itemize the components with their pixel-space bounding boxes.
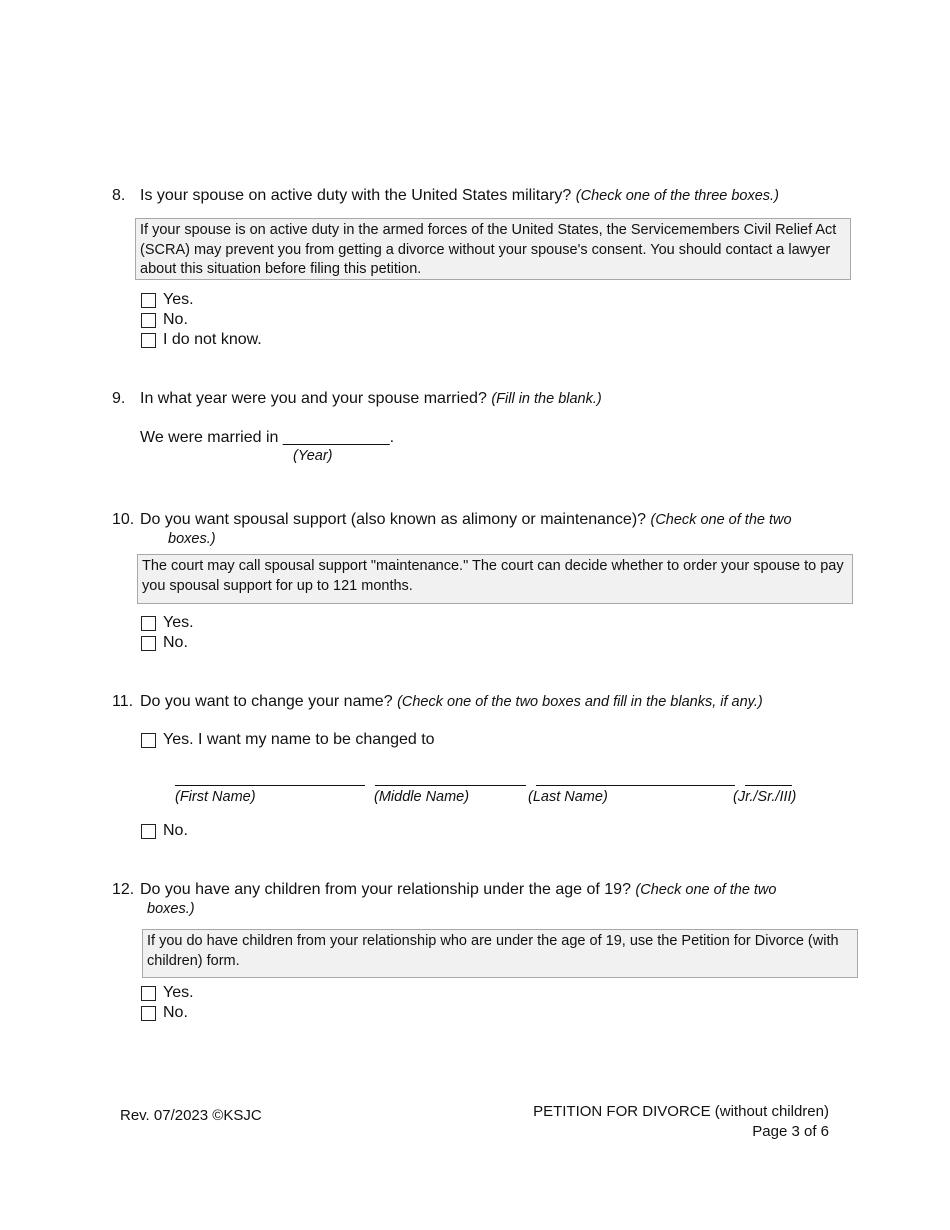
first-name-label: (First Name) <box>175 789 256 805</box>
first-name-field[interactable] <box>175 785 365 786</box>
checkbox[interactable] <box>141 1006 156 1021</box>
checkbox[interactable] <box>141 333 156 348</box>
q11-option-yes[interactable] <box>141 731 435 749</box>
option-label: No. <box>163 634 188 651</box>
q8-hint: (Check one of the three boxes.) <box>575 188 779 204</box>
checkbox[interactable] <box>141 293 156 308</box>
suffix-label: (Jr./Sr./III) <box>733 789 797 805</box>
middle-name-label: (Middle Name) <box>374 789 470 805</box>
option-label: No. <box>163 822 188 839</box>
q10-option-yes[interactable] <box>141 614 194 632</box>
q10-option-no[interactable] <box>141 634 188 652</box>
q8-option-yes[interactable] <box>141 291 194 309</box>
q12-hint-continued: boxes.) <box>147 901 195 917</box>
footer-form-title: PETITION FOR DIVORCE (without children) <box>533 1103 829 1120</box>
q10-question <box>140 511 792 529</box>
middle-name-field[interactable] <box>375 785 526 786</box>
q12-question <box>140 881 776 899</box>
q8-option-do-not-know[interactable] <box>141 331 262 349</box>
checkbox[interactable] <box>141 636 156 651</box>
q12-option-no[interactable] <box>141 1004 188 1022</box>
checkbox[interactable] <box>141 824 156 839</box>
q11-question <box>140 693 763 711</box>
option-label: Yes. I want my name to be changed to <box>163 731 435 748</box>
option-label: No. <box>163 1004 188 1021</box>
footer-revision: Rev. 07/2023 ©KSJC <box>120 1107 262 1124</box>
q9-number: 9. <box>112 390 126 407</box>
q12-hint: (Check one of the two <box>635 882 777 898</box>
q8-number: 8. <box>112 187 126 204</box>
last-name-field[interactable] <box>536 785 735 786</box>
q8-note: If your spouse is on active duty in the armed forces of the United States, the Servicemembers Civil Relief Act (SCRA) may prevent you from getting a divorce without your spouse's consent. You should contact a lawyer about this situation before filing this petition. <box>135 218 851 280</box>
q8-question <box>140 187 779 205</box>
option-label: Yes. <box>163 614 194 631</box>
q12-note: If you do have children from your relationship who are under the age of 19, use the Petition for Divorce (with children) form. <box>142 929 858 978</box>
q9-year-field[interactable]: We were married in ____________. <box>140 429 395 446</box>
checkbox[interactable] <box>141 616 156 631</box>
q8-option-no[interactable] <box>141 311 188 329</box>
q10-number: 10. <box>112 511 135 528</box>
q11-option-no[interactable] <box>141 822 188 840</box>
q12-option-yes[interactable] <box>141 984 194 1002</box>
suffix-field[interactable] <box>745 785 792 786</box>
q10-note: The court may call spousal support "maintenance." The court can decide whether to order your spouse to pay you spousal support for up to 121 months. <box>137 554 853 604</box>
checkbox[interactable] <box>141 986 156 1001</box>
q9-text: In what year were you and your spouse married? <box>140 390 487 407</box>
q9-question <box>140 390 602 408</box>
q9-hint: (Fill in the blank.) <box>491 391 602 407</box>
q9-year-label: (Year) <box>293 448 333 464</box>
q8-text: Is your spouse on active duty with the United States military? <box>140 187 572 204</box>
q11-text: Do you want to change your name? <box>140 693 393 710</box>
last-name-label: (Last Name) <box>528 789 608 805</box>
checkbox[interactable] <box>141 733 156 748</box>
option-label: I do not know. <box>163 331 262 348</box>
q10-text: Do you want spousal support (also known as alimony or maintenance)? <box>140 511 647 528</box>
q12-text: Do you have any children from your relationship under the age of 19? <box>140 881 631 898</box>
footer-page-number: Page 3 of 6 <box>752 1123 829 1140</box>
q11-number: 11. <box>112 693 134 710</box>
q12-number: 12. <box>112 881 135 898</box>
option-label: Yes. <box>163 984 194 1001</box>
q10-hint-continued: boxes.) <box>168 531 216 547</box>
option-label: Yes. <box>163 291 194 308</box>
checkbox[interactable] <box>141 313 156 328</box>
q10-hint: (Check one of the two <box>650 512 792 528</box>
option-label: No. <box>163 311 188 328</box>
q11-hint: (Check one of the two boxes and fill in the blanks, if any.) <box>397 694 763 710</box>
